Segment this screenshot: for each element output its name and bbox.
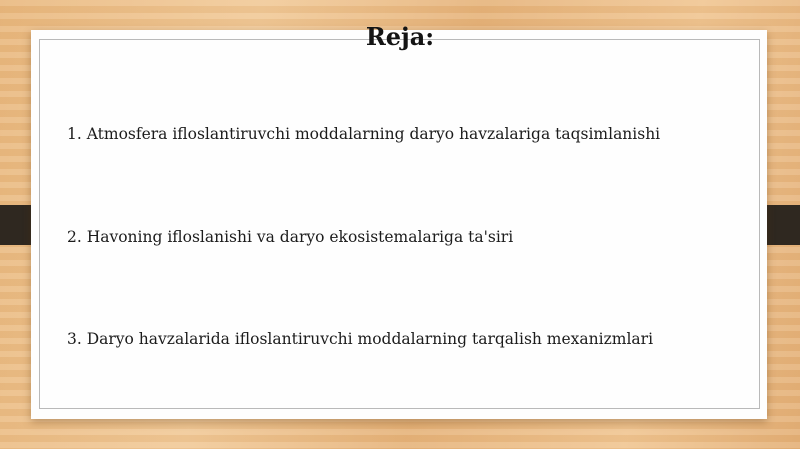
- slide-title: Reja:: [365, 22, 435, 51]
- plan-item-3: 3. Daryo havzalarida ifloslantiruvchi moddalarning tarqalish mexanizmlari: [67, 330, 654, 348]
- slide-card: [31, 30, 767, 419]
- plan-item-1: 1. Atmosfera ifloslantiruvchi moddalarning daryo havzalariga taqsimlanishi: [67, 125, 661, 143]
- plan-item-2: 2. Havoning ifloslanishi va daryo ekosistemalariga ta'siri: [67, 228, 514, 246]
- slide-card-border: [39, 39, 760, 409]
